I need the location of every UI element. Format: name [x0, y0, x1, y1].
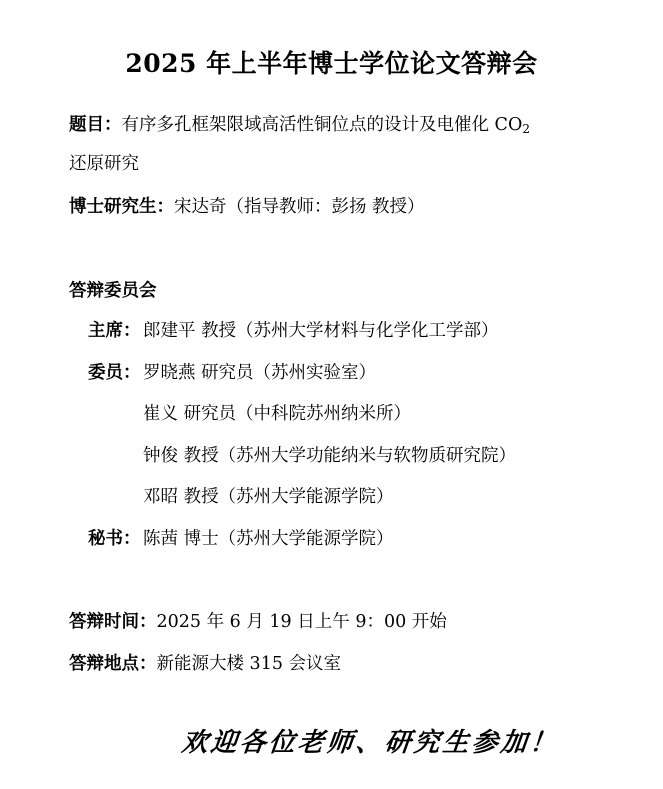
chair-label: 主席： — [88, 321, 141, 341]
location-line — [69, 652, 341, 676]
member-item: 钟俊 教授（苏州大学功能纳米与软物质研究院） — [143, 446, 517, 466]
topic-line-2: 还原研究 — [69, 154, 139, 174]
member-item: 罗晓燕 研究员（苏州实验室） — [143, 363, 377, 383]
location-text: 新能源大楼 315 会议室 — [156, 654, 342, 674]
student-label: 博士研究生： — [69, 197, 174, 217]
member-item: 邓昭 教授（苏州大学能源学院） — [143, 487, 394, 507]
topic-subscript: 2 — [522, 122, 530, 136]
time-line — [69, 610, 447, 634]
time-label: 答辩时间： — [69, 612, 157, 632]
location-label: 答辩地点： — [69, 654, 157, 674]
committee-heading: 答辩委员会 — [69, 281, 157, 301]
topic-text: 有序多孔框架限域高活性铜位点的设计及电催化 CO — [121, 115, 523, 135]
members-label: 委员： — [88, 363, 141, 383]
student-line — [69, 195, 425, 219]
topic-line — [69, 113, 530, 137]
time-text: 2025 年 6 月 19 日上午 9：00 开始 — [156, 612, 447, 632]
chair-text: 郎建平 教授（苏州大学材料与化学化工学部） — [143, 321, 499, 341]
secretary-text: 陈茜 博士（苏州大学能源学院） — [143, 529, 394, 549]
secretary-label: 秘书： — [88, 529, 141, 549]
student-text: 宋达奇（指导教师：彭扬 教授） — [174, 197, 425, 217]
page-title: 2025 年上半年博士学位论文答辩会 — [125, 49, 538, 78]
closing-invitation: 欢迎各位老师、研究生参加！ — [180, 728, 561, 758]
topic-label: 题目： — [69, 115, 122, 135]
member-item: 崔义 研究员（中科院苏州纳米所） — [143, 404, 412, 424]
